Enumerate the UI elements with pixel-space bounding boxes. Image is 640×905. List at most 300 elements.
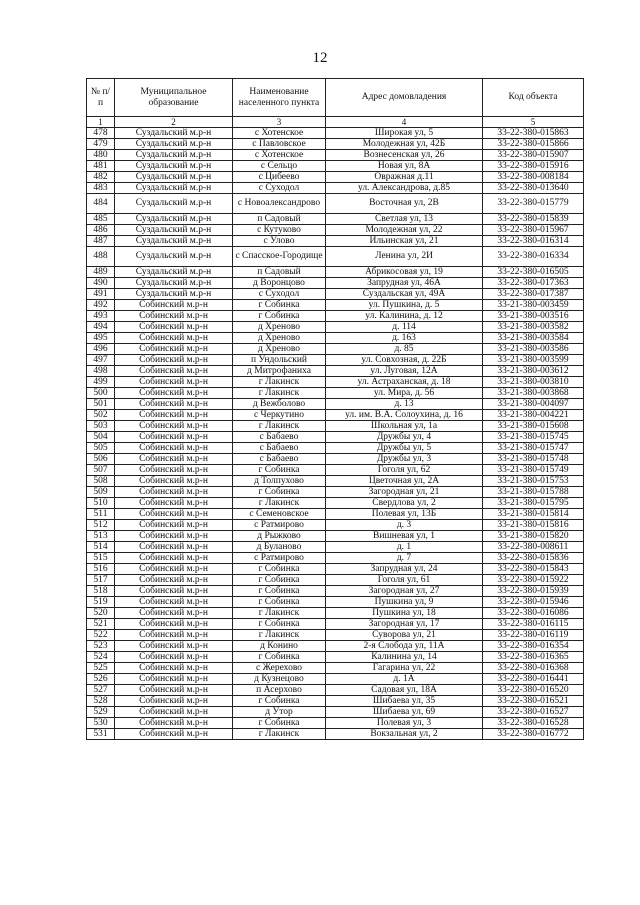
object-code-cell: 33-21-380-003868 xyxy=(483,388,584,399)
settlement-cell: г Собинка xyxy=(233,465,326,476)
municipality-cell: Собинский м.р-н xyxy=(115,366,233,377)
address-cell: Дружбы ул, 5 xyxy=(326,443,483,454)
settlement-cell: с Хотенское xyxy=(233,150,326,161)
object-code-cell: 33-21-380-015788 xyxy=(483,487,584,498)
object-code-cell: 33-22-380-016086 xyxy=(483,608,584,619)
municipality-cell: Собинский м.р-н xyxy=(115,421,233,432)
address-cell: Широкая ул, 5 xyxy=(326,128,483,139)
table-row xyxy=(87,311,584,322)
object-code-cell: 33-22-380-015866 xyxy=(483,139,584,150)
address-cell: Молодежная ул, 22 xyxy=(326,225,483,236)
municipality-cell: Собинский м.р-н xyxy=(115,542,233,553)
row-number: 507 xyxy=(87,465,115,476)
object-code-cell: 33-21-380-003584 xyxy=(483,333,584,344)
municipality-cell: Собинский м.р-н xyxy=(115,410,233,421)
municipality-cell: Собинский м.р-н xyxy=(115,674,233,685)
table-row xyxy=(87,476,584,487)
settlement-cell: г Собинка xyxy=(233,652,326,663)
address-cell: Пушкина ул, 18 xyxy=(326,608,483,619)
object-code-cell: 33-21-380-015816 xyxy=(483,520,584,531)
object-code-cell: 33-21-380-004097 xyxy=(483,399,584,410)
object-code-cell: 33-22-380-017387 xyxy=(483,289,584,300)
row-number: 509 xyxy=(87,487,115,498)
address-cell: д. 1 xyxy=(326,542,483,553)
table-row xyxy=(87,685,584,696)
table-row xyxy=(87,150,584,161)
settlement-cell: п Садовый xyxy=(233,267,326,278)
municipality-cell: Собинский м.р-н xyxy=(115,520,233,531)
column-number: 4 xyxy=(326,117,483,128)
municipality-cell: Суздальский м.р-н xyxy=(115,128,233,139)
settlement-cell: с Суходол xyxy=(233,183,326,194)
address-cell: Дружбы ул, 4 xyxy=(326,432,483,443)
settlement-cell: с Павловское xyxy=(233,139,326,150)
municipality-cell: Собинский м.р-н xyxy=(115,597,233,608)
object-code-cell: 33-22-380-016505 xyxy=(483,267,584,278)
table-row xyxy=(87,278,584,289)
table-row xyxy=(87,214,584,225)
address-cell: ул. Мира, д. 56 xyxy=(326,388,483,399)
table-row xyxy=(87,128,584,139)
settlement-cell: с Ратмирово xyxy=(233,520,326,531)
settlement-cell: д Рыжково xyxy=(233,531,326,542)
table-row xyxy=(87,377,584,388)
settlement-cell: п Ундольский xyxy=(233,355,326,366)
settlement-cell: с Жерехово xyxy=(233,663,326,674)
row-number: 505 xyxy=(87,443,115,454)
address-cell: Суворова ул, 21 xyxy=(326,630,483,641)
settlement-cell: г Собинка xyxy=(233,300,326,311)
municipality-cell: Собинский м.р-н xyxy=(115,685,233,696)
row-number: 479 xyxy=(87,139,115,150)
object-code-cell: 33-22-380-015922 xyxy=(483,575,584,586)
municipality-cell: Суздальский м.р-н xyxy=(115,139,233,150)
municipality-cell: Собинский м.р-н xyxy=(115,487,233,498)
object-code-cell: 33-22-380-016365 xyxy=(483,652,584,663)
address-cell: Вознесенская ул, 26 xyxy=(326,150,483,161)
address-cell: Загородная ул, 17 xyxy=(326,619,483,630)
object-code-cell: 33-22-380-015839 xyxy=(483,214,584,225)
object-code-cell: 33-21-380-015748 xyxy=(483,454,584,465)
address-cell: Гоголя ул, 61 xyxy=(326,575,483,586)
object-code-cell: 33-21-380-015795 xyxy=(483,498,584,509)
row-number: 525 xyxy=(87,663,115,674)
row-number: 482 xyxy=(87,172,115,183)
row-number: 478 xyxy=(87,128,115,139)
municipality-cell: Собинский м.р-н xyxy=(115,344,233,355)
row-number: 515 xyxy=(87,553,115,564)
settlement-cell: с Суходол xyxy=(233,289,326,300)
row-number: 481 xyxy=(87,161,115,172)
object-code-cell: 33-22-380-016520 xyxy=(483,685,584,696)
row-number: 530 xyxy=(87,718,115,729)
settlement-cell: д Конино xyxy=(233,641,326,652)
table-row xyxy=(87,608,584,619)
row-number: 485 xyxy=(87,214,115,225)
object-code-cell: 33-21-380-015820 xyxy=(483,531,584,542)
address-cell: Восточная ул, 2В xyxy=(326,194,483,214)
object-code-cell: 33-22-380-016521 xyxy=(483,696,584,707)
settlement-cell: д Хреново xyxy=(233,333,326,344)
municipality-cell: Собинский м.р-н xyxy=(115,509,233,520)
settlement-cell: с Сельцо xyxy=(233,161,326,172)
settlement-cell: г Собинка xyxy=(233,564,326,575)
object-code-cell: 33-21-380-003599 xyxy=(483,355,584,366)
address-cell: ул. Луговая, 12А xyxy=(326,366,483,377)
address-cell: Гагарина ул, 22 xyxy=(326,663,483,674)
municipality-cell: Собинский м.р-н xyxy=(115,575,233,586)
row-number: 503 xyxy=(87,421,115,432)
municipality-cell: Собинский м.р-н xyxy=(115,531,233,542)
table-row xyxy=(87,454,584,465)
municipality-cell: Собинский м.р-н xyxy=(115,355,233,366)
object-code-cell: 33-22-380-016441 xyxy=(483,674,584,685)
table-row xyxy=(87,553,584,564)
settlement-cell: г Собинка xyxy=(233,597,326,608)
row-number: 492 xyxy=(87,300,115,311)
address-cell: д. 114 xyxy=(326,322,483,333)
municipality-cell: Собинский м.р-н xyxy=(115,443,233,454)
table-row xyxy=(87,183,584,194)
row-number: 488 xyxy=(87,247,115,267)
object-code-cell: 33-22-380-016354 xyxy=(483,641,584,652)
object-code-cell: 33-21-380-015749 xyxy=(483,465,584,476)
table-row xyxy=(87,498,584,509)
row-number: 489 xyxy=(87,267,115,278)
municipality-cell: Собинский м.р-н xyxy=(115,718,233,729)
row-number: 487 xyxy=(87,236,115,247)
table-row xyxy=(87,161,584,172)
object-code-cell: 33-22-380-015779 xyxy=(483,194,584,214)
row-number: 494 xyxy=(87,322,115,333)
object-code-cell: 33-21-380-015747 xyxy=(483,443,584,454)
municipality-cell: Собинский м.р-н xyxy=(115,432,233,443)
table-row xyxy=(87,520,584,531)
page-number: 12 xyxy=(312,50,328,66)
settlement-cell: с Спасское-Городище xyxy=(233,247,326,267)
address-cell: Пушкина ул, 9 xyxy=(326,597,483,608)
municipality-cell: Собинский м.р-н xyxy=(115,465,233,476)
settlement-cell: с Ратмирово xyxy=(233,553,326,564)
settlement-cell: с Кутуково xyxy=(233,225,326,236)
row-number: 499 xyxy=(87,377,115,388)
row-number: 508 xyxy=(87,476,115,487)
table-row xyxy=(87,432,584,443)
table-row xyxy=(87,344,584,355)
settlement-cell: г Собинка xyxy=(233,619,326,630)
column-number: 3 xyxy=(233,117,326,128)
header-address: Адрес домовладения xyxy=(326,79,483,117)
header-object-code: Код объекта xyxy=(483,79,584,117)
address-cell: Полевая ул, 13Б xyxy=(326,509,483,520)
header-settlement: Наименование населенного пункта xyxy=(233,79,326,117)
row-number: 493 xyxy=(87,311,115,322)
object-code-cell: 33-22-380-015843 xyxy=(483,564,584,575)
address-cell: Запрудная ул, 24 xyxy=(326,564,483,575)
address-cell: ул. Пушкина, д. 5 xyxy=(326,300,483,311)
table-row xyxy=(87,663,584,674)
object-code-cell: 33-21-380-003582 xyxy=(483,322,584,333)
settlement-cell: г Лакинск xyxy=(233,498,326,509)
object-code-cell: 33-22-380-015916 xyxy=(483,161,584,172)
municipality-cell: Собинский м.р-н xyxy=(115,322,233,333)
settlement-cell: г Лакинск xyxy=(233,729,326,740)
municipality-cell: Собинский м.р-н xyxy=(115,377,233,388)
settlement-cell: с Бабаево xyxy=(233,432,326,443)
row-number: 520 xyxy=(87,608,115,619)
object-code-cell: 33-21-380-003516 xyxy=(483,311,584,322)
municipality-cell: Суздальский м.р-н xyxy=(115,236,233,247)
address-cell: Абрикосовая ул, 19 xyxy=(326,267,483,278)
row-number: 523 xyxy=(87,641,115,652)
row-number: 513 xyxy=(87,531,115,542)
row-number: 506 xyxy=(87,454,115,465)
row-number: 516 xyxy=(87,564,115,575)
address-cell: Гоголя ул, 62 xyxy=(326,465,483,476)
row-number: 497 xyxy=(87,355,115,366)
municipality-cell: Собинский м.р-н xyxy=(115,476,233,487)
address-cell: Вишневая ул, 1 xyxy=(326,531,483,542)
object-code-cell: 33-21-380-003459 xyxy=(483,300,584,311)
row-number: 517 xyxy=(87,575,115,586)
object-code-cell: 33-21-380-015608 xyxy=(483,421,584,432)
address-cell: д. 163 xyxy=(326,333,483,344)
table-row xyxy=(87,487,584,498)
header-number: № п/п xyxy=(87,79,115,117)
object-code-cell: 33-22-380-008611 xyxy=(483,542,584,553)
settlement-cell: с Черкутино xyxy=(233,410,326,421)
row-number: 529 xyxy=(87,707,115,718)
settlement-cell: г Лакинск xyxy=(233,421,326,432)
address-cell: Новая ул, 8А xyxy=(326,161,483,172)
settlement-cell: г Лакинск xyxy=(233,377,326,388)
object-code-cell: 33-21-380-004221 xyxy=(483,410,584,421)
settlement-cell: д Хреново xyxy=(233,322,326,333)
row-number: 512 xyxy=(87,520,115,531)
settlement-cell: г Собинка xyxy=(233,311,326,322)
settlement-cell: с Цибеево xyxy=(233,172,326,183)
settlement-cell: д Вежболово xyxy=(233,399,326,410)
address-cell: д. 1А xyxy=(326,674,483,685)
row-number: 528 xyxy=(87,696,115,707)
table-row xyxy=(87,707,584,718)
address-cell: д. 85 xyxy=(326,344,483,355)
table-row xyxy=(87,718,584,729)
object-code-cell: 33-22-380-015967 xyxy=(483,225,584,236)
row-number: 527 xyxy=(87,685,115,696)
municipality-cell: Суздальский м.р-н xyxy=(115,161,233,172)
address-cell: ул. Астраханская, д. 18 xyxy=(326,377,483,388)
address-cell: д. 7 xyxy=(326,553,483,564)
municipality-cell: Собинский м.р-н xyxy=(115,553,233,564)
object-code-cell: 33-22-380-015836 xyxy=(483,553,584,564)
address-cell: Молодежная ул, 42Б xyxy=(326,139,483,150)
object-code-cell: 33-22-380-016368 xyxy=(483,663,584,674)
table-row xyxy=(87,421,584,432)
row-number: 486 xyxy=(87,225,115,236)
table-row xyxy=(87,641,584,652)
address-cell: Суздальская ул, 49А xyxy=(326,289,483,300)
municipality-cell: Собинский м.р-н xyxy=(115,707,233,718)
table-row xyxy=(87,399,584,410)
object-code-cell: 33-22-380-016314 xyxy=(483,236,584,247)
table-row xyxy=(87,542,584,553)
column-number: 5 xyxy=(483,117,584,128)
table-row xyxy=(87,575,584,586)
object-code-cell: 33-21-380-003586 xyxy=(483,344,584,355)
row-number: 483 xyxy=(87,183,115,194)
row-number: 502 xyxy=(87,410,115,421)
settlement-cell: д Утор xyxy=(233,707,326,718)
address-cell: Вокзальная ул, 2 xyxy=(326,729,483,740)
address-cell: Дружбы ул, 3 xyxy=(326,454,483,465)
address-cell: ул. им. В.А. Солоухина, д. 16 xyxy=(326,410,483,421)
row-number: 522 xyxy=(87,630,115,641)
table-row xyxy=(87,225,584,236)
object-code-cell: 33-22-380-015946 xyxy=(483,597,584,608)
municipality-cell: Собинский м.р-н xyxy=(115,399,233,410)
municipality-cell: Собинский м.р-н xyxy=(115,641,233,652)
settlement-cell: г Лакинск xyxy=(233,630,326,641)
row-number: 484 xyxy=(87,194,115,214)
table-row xyxy=(87,388,584,399)
address-cell: ул. Совхозная, д. 22Б xyxy=(326,355,483,366)
table-row xyxy=(87,509,584,520)
settlement-cell: с Бабаево xyxy=(233,454,326,465)
column-number-row xyxy=(87,117,584,128)
settlement-cell: п Садовый xyxy=(233,214,326,225)
table-row xyxy=(87,300,584,311)
municipality-cell: Собинский м.р-н xyxy=(115,608,233,619)
settlement-cell: г Собинка xyxy=(233,575,326,586)
row-number: 495 xyxy=(87,333,115,344)
address-cell: Садовая ул, 18А xyxy=(326,685,483,696)
table-row xyxy=(87,355,584,366)
row-number: 526 xyxy=(87,674,115,685)
table-row xyxy=(87,289,584,300)
address-cell: Цветочная ул, 2А xyxy=(326,476,483,487)
row-number: 511 xyxy=(87,509,115,520)
row-number: 490 xyxy=(87,278,115,289)
table-row xyxy=(87,247,584,267)
settlement-cell: с Хотенское xyxy=(233,128,326,139)
settlement-cell: п Асерхово xyxy=(233,685,326,696)
table-row xyxy=(87,172,584,183)
address-cell: Загородная ул, 27 xyxy=(326,586,483,597)
settlement-cell: с Семеновское xyxy=(233,509,326,520)
address-cell: Овражная д.11 xyxy=(326,172,483,183)
address-cell: Шибаева ул, 69 xyxy=(326,707,483,718)
object-code-cell: 33-22-380-016527 xyxy=(483,707,584,718)
municipality-cell: Собинский м.р-н xyxy=(115,300,233,311)
row-number: 500 xyxy=(87,388,115,399)
municipality-cell: Суздальский м.р-н xyxy=(115,214,233,225)
municipality-cell: Собинский м.р-н xyxy=(115,652,233,663)
address-cell: Свердлова ул, 2 xyxy=(326,498,483,509)
row-number: 498 xyxy=(87,366,115,377)
address-cell: Ильинская ул, 21 xyxy=(326,236,483,247)
row-number: 491 xyxy=(87,289,115,300)
row-number: 519 xyxy=(87,597,115,608)
settlement-cell: д Хреново xyxy=(233,344,326,355)
address-cell: Шибаева ул, 35 xyxy=(326,696,483,707)
address-cell: Школьная ул, 1а xyxy=(326,421,483,432)
row-number: 521 xyxy=(87,619,115,630)
row-number: 524 xyxy=(87,652,115,663)
address-cell: ул. Александрова, д.85 xyxy=(326,183,483,194)
settlement-cell: с Бабаево xyxy=(233,443,326,454)
object-code-cell: 33-22-380-016528 xyxy=(483,718,584,729)
object-code-cell: 33-21-380-015814 xyxy=(483,509,584,520)
object-code-cell: 33-21-380-015753 xyxy=(483,476,584,487)
settlement-cell: д Воронцово xyxy=(233,278,326,289)
header-municipality: Муниципальное образование xyxy=(115,79,233,117)
municipality-cell: Суздальский м.р-н xyxy=(115,194,233,214)
municipality-cell: Собинский м.р-н xyxy=(115,388,233,399)
object-code-cell: 33-22-380-016119 xyxy=(483,630,584,641)
table-row xyxy=(87,597,584,608)
address-cell: Калинина ул, 14 xyxy=(326,652,483,663)
object-code-cell: 33-22-380-015939 xyxy=(483,586,584,597)
municipality-cell: Собинский м.р-н xyxy=(115,333,233,344)
table-body xyxy=(87,128,584,740)
settlement-cell: г Лакинск xyxy=(233,608,326,619)
municipality-cell: Суздальский м.р-н xyxy=(115,278,233,289)
table-row xyxy=(87,410,584,421)
municipality-cell: Собинский м.р-н xyxy=(115,696,233,707)
address-cell: Запрудная ул, 46А xyxy=(326,278,483,289)
column-number: 1 xyxy=(87,117,115,128)
settlement-cell: г Собинка xyxy=(233,696,326,707)
object-table xyxy=(86,78,584,740)
municipality-cell: Собинский м.р-н xyxy=(115,498,233,509)
settlement-cell: г Собинка xyxy=(233,586,326,597)
settlement-cell: г Собинка xyxy=(233,718,326,729)
settlement-cell: с Новоалександрово xyxy=(233,194,326,214)
table-row xyxy=(87,236,584,247)
row-number: 501 xyxy=(87,399,115,410)
municipality-cell: Собинский м.р-н xyxy=(115,586,233,597)
table-row xyxy=(87,267,584,278)
object-code-cell: 33-21-380-003612 xyxy=(483,366,584,377)
address-cell: д. 13 xyxy=(326,399,483,410)
table-row xyxy=(87,586,584,597)
row-number: 504 xyxy=(87,432,115,443)
object-code-cell: 33-22-380-008184 xyxy=(483,172,584,183)
address-cell: Ленина ул, 2И xyxy=(326,247,483,267)
table-row xyxy=(87,443,584,454)
municipality-cell: Собинский м.р-н xyxy=(115,454,233,465)
table-row xyxy=(87,729,584,740)
object-code-cell: 33-21-380-003810 xyxy=(483,377,584,388)
table-row xyxy=(87,322,584,333)
municipality-cell: Собинский м.р-н xyxy=(115,630,233,641)
address-cell: Полевая ул, 3 xyxy=(326,718,483,729)
table-row xyxy=(87,531,584,542)
settlement-cell: д Митрофаниха xyxy=(233,366,326,377)
address-cell: д. 3 xyxy=(326,520,483,531)
municipality-cell: Суздальский м.р-н xyxy=(115,289,233,300)
object-code-cell: 33-22-380-013640 xyxy=(483,183,584,194)
row-number: 514 xyxy=(87,542,115,553)
municipality-cell: Суздальский м.р-н xyxy=(115,150,233,161)
municipality-cell: Суздальский м.р-н xyxy=(115,267,233,278)
address-cell: Светлая ул, 13 xyxy=(326,214,483,225)
table-row xyxy=(87,333,584,344)
settlement-cell: г Лакинск xyxy=(233,388,326,399)
municipality-cell: Собинский м.р-н xyxy=(115,663,233,674)
object-code-cell: 33-21-380-015745 xyxy=(483,432,584,443)
